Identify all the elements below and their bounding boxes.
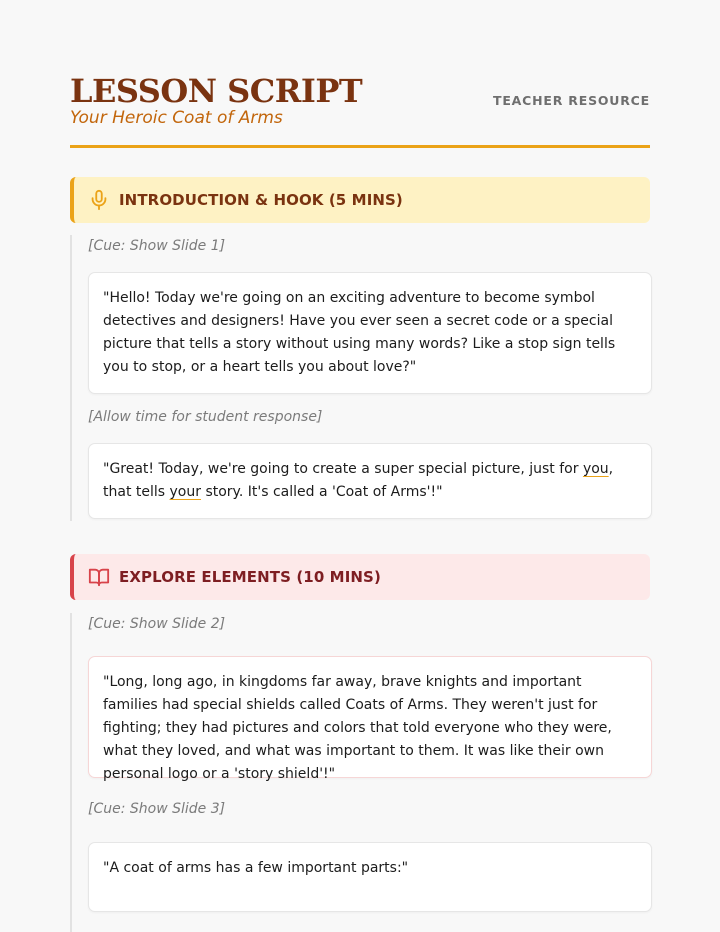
teacher-speech: "Great! Today, we're going to create a super special picture, just for you, that tells your story. It's called a 'Coat of Arms'!" — [88, 443, 652, 519]
section-title: EXPLORE ELEMENTS (10 MINS) — [119, 568, 381, 586]
section-header-explore — [70, 554, 650, 600]
page-subtitle: Your Heroic Coat of Arms — [70, 108, 283, 128]
stage-cue: [Cue: Show Slide 2] — [88, 616, 226, 632]
teacher-speech: "Hello! Today we're going on an exciting adventure to become symbol detectives and designers! Have you ever seen a secret code or a special picture that tells a story without using many words? Like a stop sign tells you to stop, or a heart tells you about love?" — [88, 272, 652, 394]
emphasis-word: you — [582, 461, 609, 477]
open-book-icon — [88, 566, 110, 588]
section-title: INTRODUCTION & HOOK (5 MINS) — [119, 191, 403, 209]
section-script-introduction — [70, 235, 650, 521]
page-title: LESSON SCRIPT — [70, 72, 363, 110]
teacher-speech: "A coat of arms has a few important parts:" — [88, 842, 652, 912]
teacher-speech: "Long, long ago, in kingdoms far away, brave knights and important families had special shields called Coats of Arms. They weren't just for fighting; they had pictures and colors that told everyone who they were, what they loved, and what was important to them. It was like their own personal logo or a 'story shield'!" — [88, 656, 652, 778]
section-header-introduction — [70, 177, 650, 223]
document-header — [70, 70, 650, 148]
stage-cue: [Cue: Show Slide 1] — [88, 238, 226, 254]
emphasis-word: your — [169, 484, 201, 500]
section-script-explore — [70, 613, 650, 932]
stage-cue: [Allow time for student response] — [88, 409, 323, 425]
stage-cue: [Cue: Show Slide 3] — [88, 801, 226, 817]
header-divider — [70, 145, 650, 148]
microphone-icon — [88, 189, 110, 211]
resource-label: TEACHER RESOURCE — [493, 93, 650, 108]
